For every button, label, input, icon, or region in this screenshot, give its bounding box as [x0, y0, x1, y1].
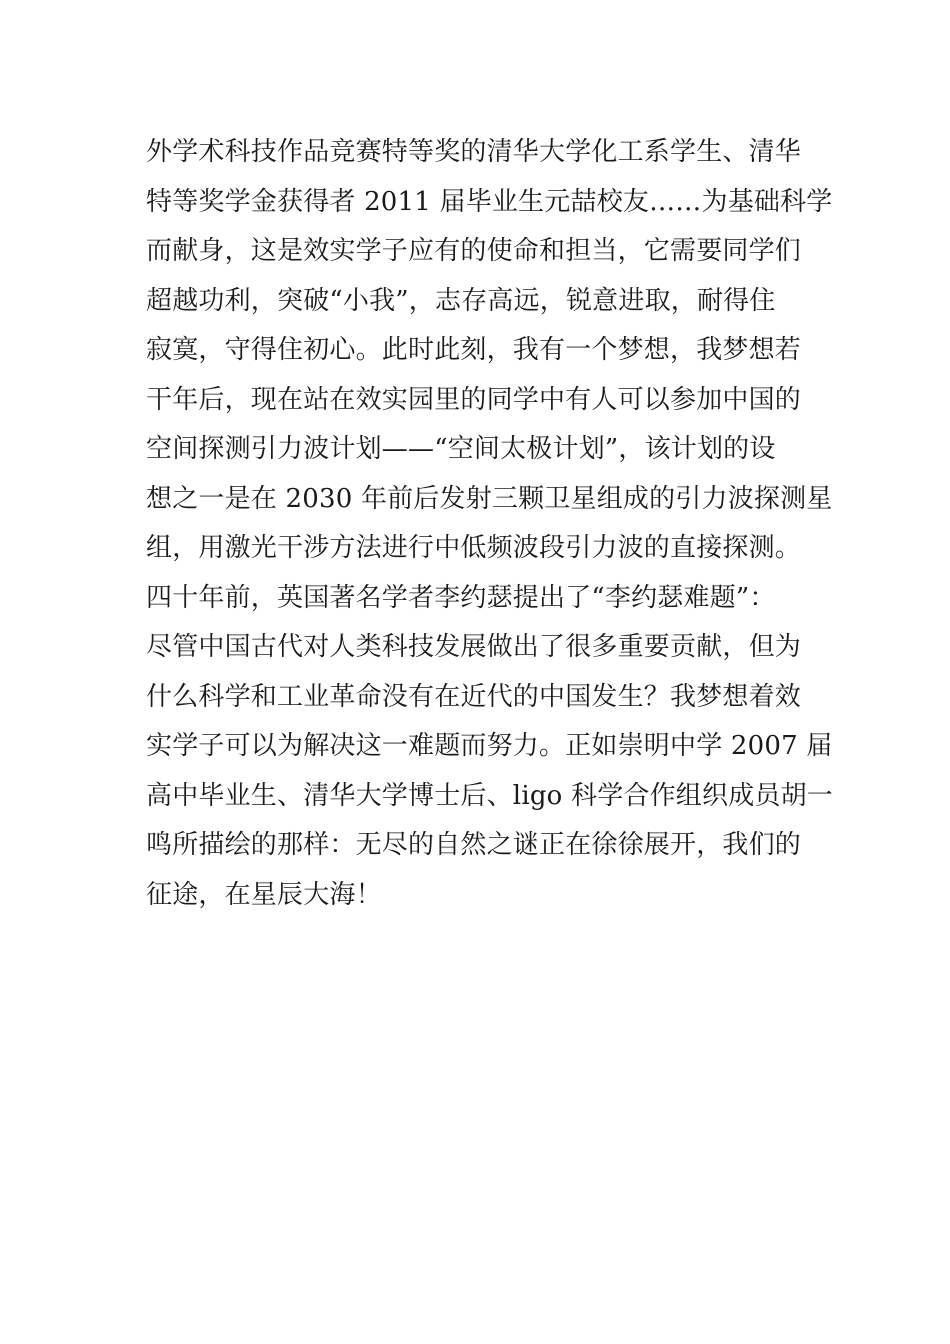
text-line: 而献身，这是效实学子应有的使命和担当，它需要同学们 [146, 236, 802, 266]
text-line: 尽管中国古代对人类科技发展做出了很多重要贡献，但为 [146, 632, 802, 662]
text-line: 超越功利，突破“小我”，志存高远，锐意进取，耐得住 [146, 285, 776, 316]
text-line: 高中毕业生、清华大学博士后、ligo 科学合作组织成员胡一 [146, 780, 833, 811]
text-line: 实学子可以为解决这一难题而努力。正如崇明中学 2007 届 [146, 731, 833, 761]
text-line: 想之一是在 2030 年前后发射三颗卫星组成的引力波探测星 [146, 483, 833, 514]
text-line: 外学术科技作品竞赛特等奖的清华大学化工系学生、清华 [146, 137, 802, 167]
text-line: 鸣所描绘的那样：无尽的自然之谜正在徐徐展开，我们的 [146, 830, 802, 860]
text-line: 干年后，现在站在效实园里的同学中有人可以参加中国的 [146, 384, 802, 415]
body-paragraph [146, 128, 833, 920]
text-line: 空间探测引力波计划——“空间太极计划”，该计划的设 [146, 434, 776, 464]
text-line: 什么科学和工业革命没有在近代的中国发生？我梦想着效 [146, 681, 802, 712]
text-line: 征途，在星辰大海！ [146, 879, 382, 910]
text-line: 寂寞，守得住初心。此时此刻，我有一个梦想，我梦想若 [146, 335, 802, 365]
text-line: 四十年前，英国著名学者李约瑟提出了“李约瑟难题”： [146, 582, 776, 613]
text-line: 组，用激光干涉方法进行中低频波段引力波的直接探测。 [146, 533, 802, 563]
text-line: 特等奖学金获得者 2011 届毕业生元喆校友……为基础科学 [146, 186, 833, 217]
